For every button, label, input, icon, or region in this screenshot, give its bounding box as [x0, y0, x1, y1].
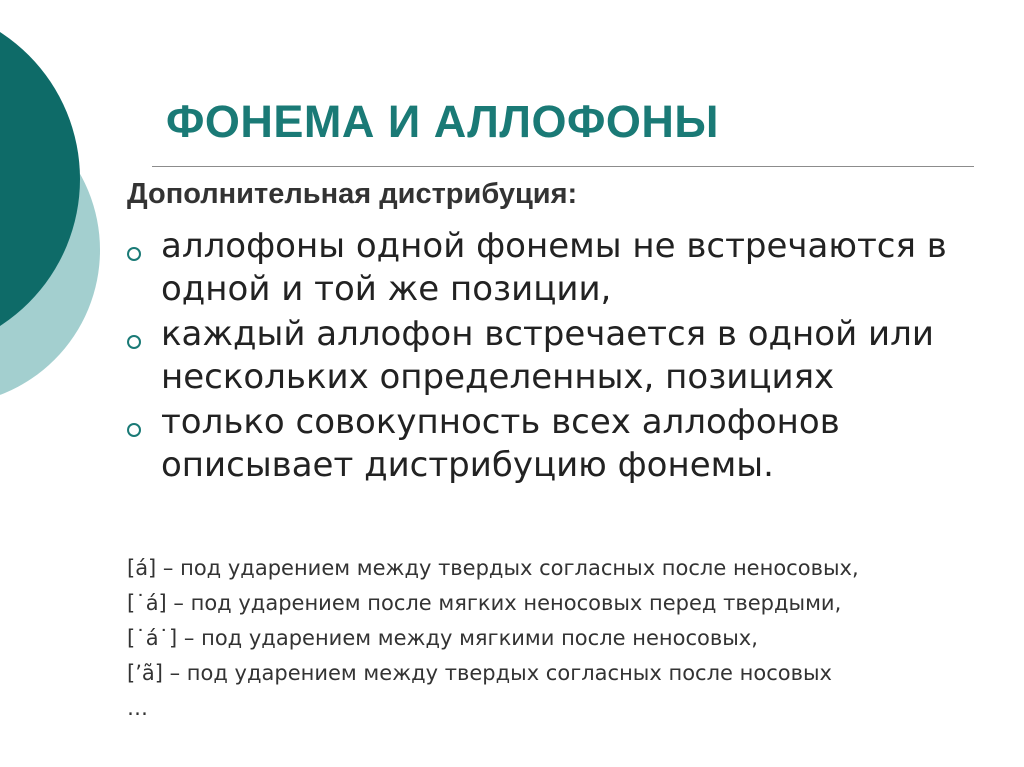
bullet-item	[127, 225, 1007, 311]
bullet-text: каждый аллофон встречается в одной или нескольких определенных, позициях	[161, 314, 934, 397]
note-line: [ʼã] – под ударением между твердых согласных после носовых	[127, 661, 832, 685]
bullet-item	[127, 313, 1007, 399]
note-line: [а́] – под ударением между твердых согласных после неносовых,	[127, 556, 859, 580]
hollow-circle-bullet-icon	[127, 423, 141, 437]
bullet-text: только совокупность всех аллофонов описывает дистрибуцию фонемы.	[161, 402, 840, 485]
hollow-circle-bullet-icon	[127, 335, 141, 349]
hollow-circle-bullet-icon	[127, 247, 141, 261]
slide-subheading: Дополнительная дистрибуция:	[127, 178, 578, 210]
note-line: [˙а́˙] – под ударением между мягкими после неносовых,	[127, 626, 758, 650]
note-line: [˙а́] – под ударением после мягких неносовых перед твердыми,	[127, 591, 842, 615]
bullet-list	[127, 225, 1007, 489]
bullet-item	[127, 401, 1007, 487]
title-divider	[152, 166, 974, 167]
allophone-notes	[127, 551, 1017, 726]
bullet-text: аллофоны одной фонемы не встречаются в одной и той же позиции,	[161, 226, 947, 309]
note-ellipsis: …	[127, 696, 148, 720]
slide-title: ФОНЕМА И АЛЛОФОНЫ	[166, 96, 719, 147]
